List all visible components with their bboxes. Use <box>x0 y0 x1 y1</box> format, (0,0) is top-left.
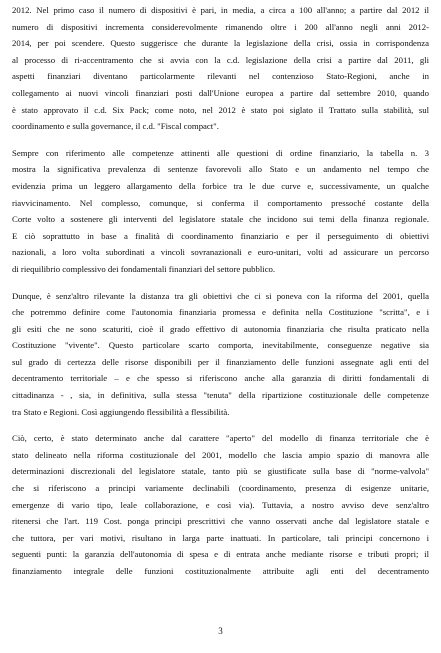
text-line: stato delineato nella riforma costituzionale del 2001, modello che lascia ampio spazio di manovra alle <box>12 449 429 460</box>
text-line: cittadinanza - , sia, in definitiva, sulla stessa "tenuta" della ripartizione costituzionale delle competenze <box>12 390 429 401</box>
text-line: che si riferiscono a principi variamente declinabili (coordinamento, presenza di esigenze unitarie, <box>12 483 429 494</box>
text-line: sul grado di certezza delle risorse disponibili per il finanziamento delle funzioni assegnate agli enti del <box>12 356 429 367</box>
text-line: Sempre con riferimento alle competenze attinenti alle questioni di ordine finanziario, la tabella n. 3 <box>12 147 429 158</box>
text-line: Dunque, è senz'altro rilevante la distanza tra gli obiettivi che ci si poneva con la riforma del 2001, quella <box>12 290 429 301</box>
paragraph-4 <box>12 430 429 579</box>
text-line: ritenersi che l'art. 119 Cost. ponga principi prescrittivi che vanno osservati anche dal legislatore statale e <box>12 516 429 527</box>
text-line: determinazioni discrezionali del legislatore statale, tanto più se giustificate sulla base di "norme-valvola" <box>12 466 429 477</box>
text-line: gli esiti che ne sono scaturiti, cioè il grado effettivo di autonomia finanziaria che risulta praticato nella <box>12 323 429 334</box>
text-line: coordinamento e sulla governance, il c.d. "Fiscal compact". <box>12 121 219 132</box>
text-line: decentramento territoriale – e che spesso si riferiscono anche alla garanzia di diritti fondamentali di <box>12 373 429 384</box>
text-line: di riequilibrio complessivo dei fondamentali finanziari del settore pubblico. <box>12 263 276 274</box>
text-line: nazionali, a loro volta subordinati a vincoli sovranazionali e euro-unitari, volti ad assicurare un percorso <box>12 247 429 258</box>
text-line: finanziamento integrale delle funzioni costituzionalmente attribuite agli enti del decentramento <box>12 566 429 576</box>
text-line: seguenti punti: la garanzia dell'autonomia di spesa e di entrata anche mediante risorse e tributi propri; il <box>12 549 429 560</box>
text-line: Ciò, certo, è stato determinato anche dal carattere "aperto" del modello di finanza territoriale che è <box>12 433 429 444</box>
paragraph-2 <box>12 145 429 278</box>
text-line: mostra la significativa prevalenza di sentenze favorevoli allo Stato e un andamento nel tempo che <box>12 164 429 175</box>
text-line: aspetti finanziari diventano particolarmente rilevanti nel contenzioso Stato-Regioni, anche in <box>12 71 429 82</box>
paragraph-spacer <box>12 420 429 430</box>
text-line: Corte volto a sostenere gli interventi del legislatore statale che incidono sui temi della finanza regionale. <box>12 214 429 225</box>
text-line: è stato approvato il c.d. Six Pack; come noto, nel 2012 è stato poi siglato il Trattato sulla stabilità, sul <box>12 104 429 115</box>
text-line: emergenze di vario tipo, leale collaborazione, e così via). Tuttavia, a nostro avviso deve senz'altro <box>12 499 429 510</box>
paragraph-spacer <box>12 278 429 288</box>
text-line: che tuttora, per vari motivi, risultano in larga parte inattuati. In particolare, tali principi concernono i <box>12 532 429 543</box>
paragraph-spacer <box>12 135 429 145</box>
paragraph-1 <box>12 2 429 135</box>
text-line: al processo di ri-accentramento che si avvia con la c.d. legislazione della crisi a partire dal 2011, gli <box>12 54 429 65</box>
text-line: E ciò soprattutto in base a finalità di coordinamento finanziario e per il perseguimento di obiettivi <box>12 230 429 241</box>
text-line: 2014, per poi scendere. Questo suggerisce che durante la legislazione della crisi, ossia in corrispondenza <box>12 38 429 49</box>
text-line: evidenzia prima un leggero allargamento della forbice tra le due curve e, successivamente, un qualche <box>12 180 429 191</box>
text-line: numero di dispositivi incrementa considerevolmente rimanendo oltre i 200 all'anno negli anni 2012- <box>12 21 429 32</box>
paragraph-3 <box>12 288 429 421</box>
text-line: che potremmo definire come l'autonomia finanziaria promessa e definita nella Costituzione "scritta", e i <box>12 307 429 318</box>
page-number: 3 <box>218 626 223 636</box>
text-line: Costituzione "vivente". Questo particolare scarto comporta, inevitabilmente, conseguenze negative sia <box>12 340 429 351</box>
text-line: tra Stato e Regioni. Così aggiungendo flessibilità a flessibilità. <box>12 406 230 417</box>
text-line: collegamento ai nuovi vincoli finanziari posti dall'Unione europea a partire dal settembre 2010, quando <box>12 87 429 98</box>
text-line: 2012. Nel primo caso il numero di dispositivi è pari, in media, a circa a 100 all'anno; a partire dal 2012 il <box>12 5 429 15</box>
text-line: riavvicinamento. Nel complesso, comunque, si conferma il comportamento pressoché costante della <box>12 197 429 208</box>
